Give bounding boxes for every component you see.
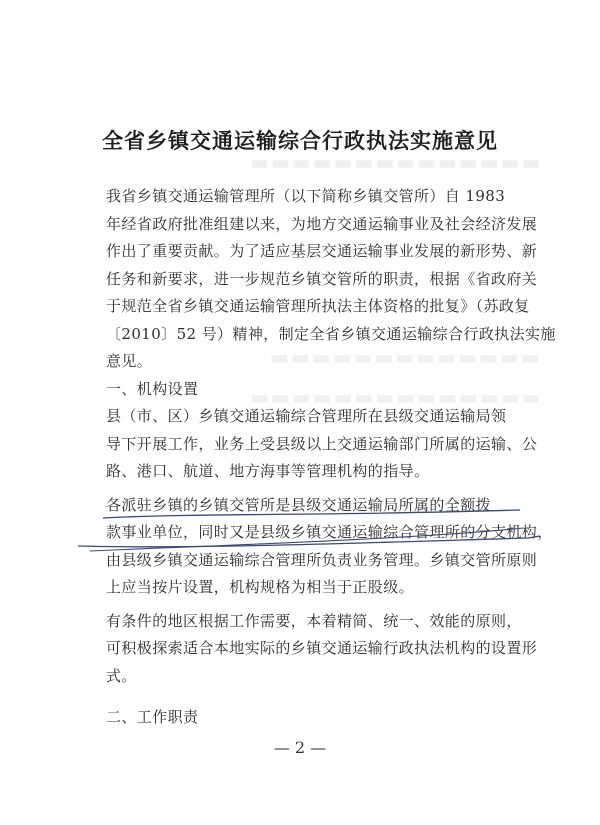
text-line: 各派驻乡镇的乡镇交管所是县级交通运输局所属的全额拨 — [106, 495, 492, 514]
section1-paragraph-3-cont — [74, 635, 538, 690]
text-line: 路、港口、航道、地方海事等管理机构的指导。 — [106, 462, 430, 480]
document-body — [74, 183, 556, 732]
section-heading-2 — [74, 704, 534, 732]
bleed-through-shadow: ▬▬▬▬▬▬▬▬▬▬▬▬▬ — [270, 345, 542, 369]
bleed-through-shadow: ▬▬▬▬▬▬▬▬▬▬▬▬▬▬ — [250, 385, 543, 409]
intro-paragraph-cont — [74, 211, 556, 376]
text-line: 我省乡镇交通运输管理所（以下简称乡镇交管所）自 1983 — [106, 187, 506, 205]
page-number: — 2 — — [273, 738, 327, 757]
intro-paragraph — [74, 183, 534, 211]
text-line: 于规范全省乡镇交通运输管理所执法主体资格的批复》（苏政复 — [106, 297, 530, 315]
document-title: 全省乡镇交通运输综合行政执法实施意见 — [102, 128, 498, 153]
text-line: 年经省政府批准组建以来，为地方交通运输事业及社会经济发展 — [106, 214, 538, 233]
section1-paragraph-3 — [74, 608, 534, 636]
text-line: 式。 — [106, 666, 137, 685]
text-line: 款事业单位，同时又是县级乡镇交通运输综合管理所的分支机构， — [106, 523, 553, 541]
text-line: 可积极探索适合本地实际的乡镇交通运输行政执法机构的设置形 — [106, 639, 538, 657]
text-line: 有条件的地区根据工作需要，本着精简、统一、效能的原则， — [106, 611, 522, 630]
section-heading-1 — [74, 376, 534, 404]
text-line: 导下开展工作，业务上受县级以上交通运输部门所属的运输、公 — [106, 434, 538, 453]
text-line: 由县级乡镇交通运输综合管理所负责业务管理。乡镇交管所原则 — [106, 550, 538, 569]
section1-paragraph-2-cont — [74, 519, 553, 602]
text-line: 意见。 — [106, 352, 153, 370]
section1-paragraph-1-cont — [74, 431, 538, 486]
section1-paragraph-1 — [74, 403, 534, 431]
text-line: 作出了重要贡献。为了适应基层交通运输事业发展的新形势、新 — [106, 242, 538, 260]
section-heading-text: 二、工作职责 — [106, 708, 199, 726]
bleed-through-shadow: ▬▬▬▬▬▬▬▬▬▬▬▬▬▬ — [250, 150, 543, 174]
text-line: 〔2010〕52 号）精神，制定全省乡镇交通运输综合行政执法实施 — [106, 324, 556, 343]
text-line: 县（市、区）乡镇交通运输综合管理所在县级交通运输局领 — [106, 407, 507, 425]
text-line: 上应当按片设置，机构规格为相当于正股级。 — [106, 578, 415, 596]
section1-paragraph-2 — [74, 492, 534, 520]
text-line: 任务和新要求，进一步规范乡镇交管所的职责，根据《省政府关 — [106, 269, 538, 288]
section-heading-text: 一、机构设置 — [106, 379, 199, 398]
